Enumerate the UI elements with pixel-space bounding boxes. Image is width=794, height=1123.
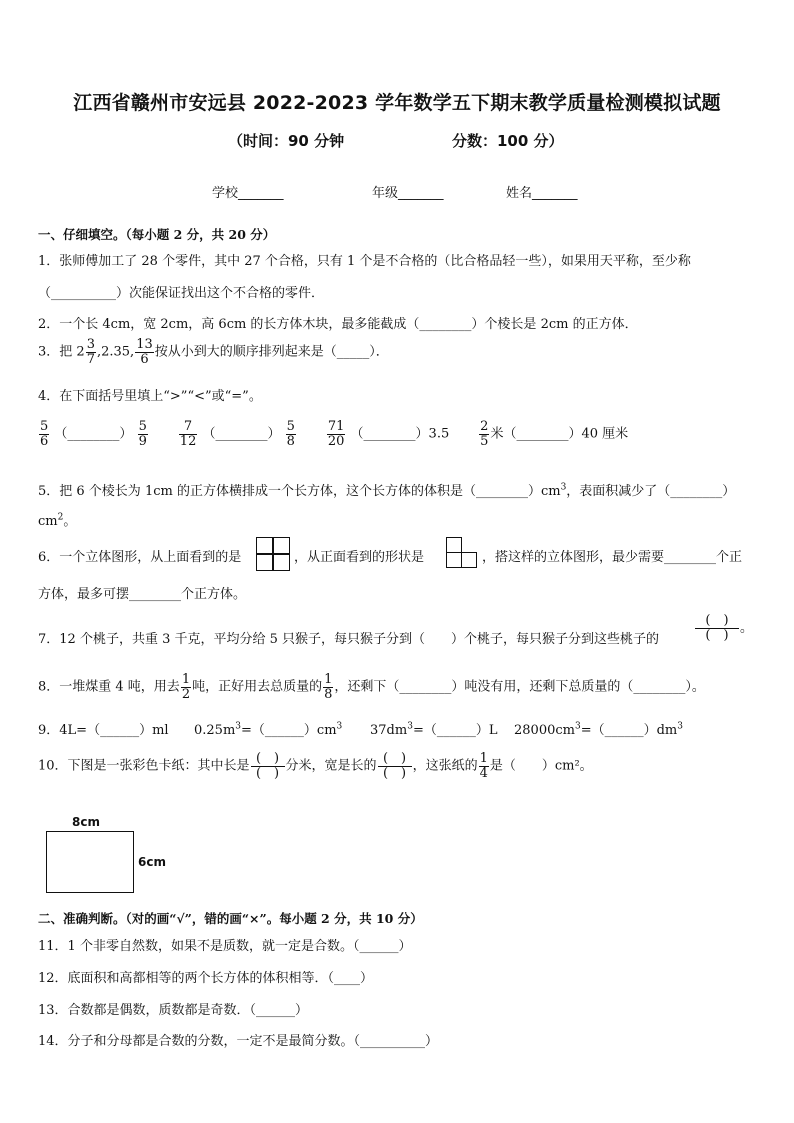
- question-8: 8．一堆煤重 4 吨，用去 $\frac{1}{2}$ 吨，正好用去总质量的 $\frac{1}{8}$ ，还剩下（________）吨没有用，还剩下总质量的（________）。: [38, 672, 705, 702]
- question-9-part-2: $0.25m^3=(\_\_\_\_\_\_)cm^3$: [194, 721, 343, 738]
- front-view-figure: [446, 537, 476, 569]
- q3-fraction-1: $\frac{3}{7}$: [86, 337, 95, 367]
- time-text: （时间：90 分钟: [228, 132, 345, 150]
- q4-fraction-6: $\frac{2}{5}$: [480, 419, 489, 449]
- question-4-items: [38, 420, 628, 448]
- question-11: 11．1 个非零自然数，如果不是质数，就一定是合数。（______）: [38, 939, 412, 954]
- question-3: [38, 338, 389, 366]
- q4-fraction-3: $\frac{7}{12}$: [179, 419, 197, 449]
- question-4: 4．在下面括号里填上“>”“<”或“=”。: [38, 389, 262, 404]
- q4-blank-2: （________）: [202, 426, 281, 442]
- q4-blank-1: （________）: [54, 426, 133, 442]
- q3-text-c: 按从小到大的顺序排列起来是（_____）．: [154, 344, 389, 360]
- question-14: 14．分子和分母都是合数的分数，一定不是最简分数。（__________）: [38, 1034, 439, 1049]
- question-13: 13．合数都是偶数，质数都是奇数．（______）: [38, 1003, 309, 1018]
- question-9-part-4: $28000cm^3=(\_\_\_\_\_\_)dm^3$: [514, 721, 683, 738]
- school-label: 学校_______: [212, 186, 284, 201]
- question-12: 12．底面积和高都相等的两个长方体的体积相等．（____）: [38, 971, 374, 986]
- question-6-line-2: 方体，最多可摆________个正方体。: [38, 587, 247, 602]
- q4-blank-3: （________）3.5: [350, 426, 450, 442]
- question-9-part-3: $37dm^3=(\_\_\_\_\_\_)L$: [370, 721, 498, 738]
- q8-fraction-2: $\frac{1}{8}$: [324, 672, 333, 702]
- q10-fraction: $\frac{1}{4}$: [479, 751, 488, 781]
- question-7: 7．12 个桃子，共重 3 千克，平均分给 5 只猴子，每只猴子分到（ ）个桃子，每只猴子分到这些桃子的: [38, 632, 660, 647]
- q4-blank-4: 米（________）40 厘米: [490, 426, 629, 442]
- q4-fraction-1: $\frac{5}{6}$: [40, 419, 49, 449]
- question-5-line-1: 5．把 6 个棱长为 1cm 的正方体横排成一个长方体，这个长方体的体积是$(\_\_\_\_\_\_\_\_)cm^3$，表面积减少了（________）: [38, 482, 736, 499]
- question-1-line-2: （__________）次能保证找出这个不合格的零件．: [38, 286, 325, 301]
- top-view-figure: [256, 537, 290, 571]
- q4-fraction-5: $\frac{71}{20}$: [327, 419, 345, 449]
- grade-label: 年级_______: [372, 186, 444, 201]
- section-1-heading: 一、仔细填空。（每小题 2 分，共 20 分）: [38, 227, 276, 242]
- q3-fraction-2: $\frac{13}{6}$: [136, 337, 153, 367]
- card-rectangle-figure: [46, 831, 134, 893]
- q7-fraction-blank: $\frac{( )}{( )}$ 。: [694, 614, 753, 642]
- q4-fraction-4: $\frac{5}{8}$: [286, 419, 295, 449]
- q3-text-a: 3．把 2: [38, 344, 85, 360]
- q10-fraction-blank-1: $\frac{( )}{( )}$: [251, 752, 285, 780]
- question-2: 2．一个长 4cm，宽 2cm，高 6cm 的长方体木块，最多能截成（________）个棱长是 2cm 的正方体．: [38, 317, 638, 332]
- q4-fraction-2: $\frac{5}{9}$: [138, 419, 147, 449]
- question-10: 10．下图是一张彩色卡纸：其中长是 $\frac{( )}{( )}$ 分米，宽是长的 $\frac{( )}{( )}$ ，这张纸的 $\frac{1}{4}$ 是（ ）cm²。: [38, 751, 593, 781]
- question-1-line-1: 1．张师傅加工了 28 个零件，其中 27 个合格，只有 1 个是不合格的（比合格品轻一些），如果用天平称，至少称: [38, 254, 691, 269]
- q8-fraction-1: $\frac{1}{2}$: [181, 672, 191, 702]
- q10-fraction-blank-2: $\frac{( )}{( )}$: [378, 752, 412, 780]
- score-text: 分数：100 分）: [452, 132, 564, 150]
- figure-width-label: 6cm: [138, 855, 166, 869]
- question-6-text-b: ，从正面看到的形状是: [294, 550, 425, 565]
- section-2-heading: 二、准确判断。（对的画“√”，错的画“×”。每小题 2 分，共 10 分）: [38, 911, 423, 926]
- question-6-text-c: ，搭这样的立体图形，最少需要________个正: [482, 550, 743, 565]
- question-6-text-a: 6．一个立体图形，从上面看到的是: [38, 550, 242, 565]
- name-label: 姓名_______: [506, 186, 578, 201]
- figure-length-label: 8cm: [72, 815, 100, 829]
- question-9-part-1: 9．4L=（______）ml: [38, 723, 169, 738]
- q3-text-b: ,2.35,: [96, 344, 135, 360]
- question-5-line-2: $cm^2$。: [38, 512, 77, 529]
- page-title: 江西省赣州市安远县 2022-2023 学年数学五下期末教学质量检测模拟试题: [73, 92, 721, 114]
